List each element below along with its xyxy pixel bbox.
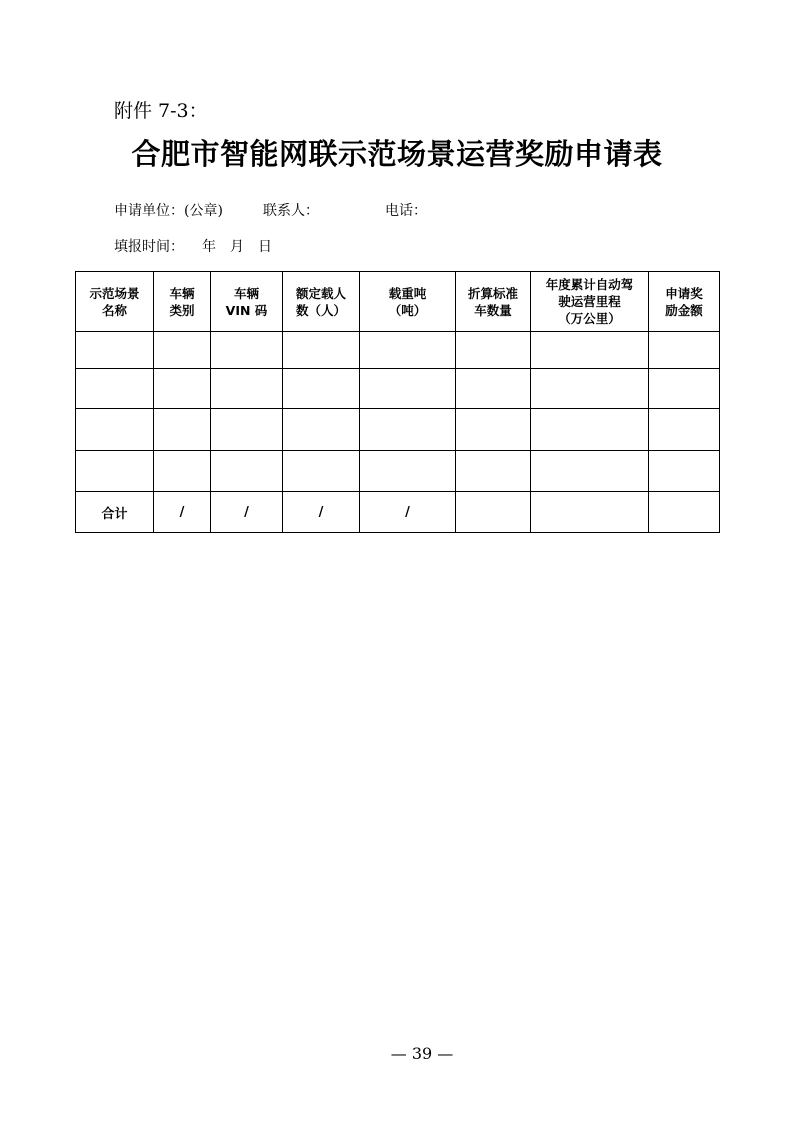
table-cell[interactable] [456, 369, 531, 409]
header-standard-vehicle-count: 折算标准 车数量 [456, 272, 531, 332]
fill-date-value: 年 月 日 [202, 239, 272, 255]
table-cell[interactable] [283, 451, 360, 492]
table-cell[interactable] [531, 369, 649, 409]
total-value-cell[interactable] [649, 492, 720, 533]
table-cell[interactable] [456, 332, 531, 369]
total-na-cell: / [360, 492, 456, 533]
header-rated-passengers: 额定载人 数（人） [283, 272, 360, 332]
total-value-cell[interactable] [456, 492, 531, 533]
application-table [75, 271, 720, 533]
table-cell[interactable] [283, 369, 360, 409]
total-na-cell: / [154, 492, 211, 533]
table-row [76, 332, 720, 369]
attachment-label: 附件 7-3： [114, 100, 208, 122]
table-cell[interactable] [76, 451, 154, 492]
total-na-cell: / [211, 492, 283, 533]
table-cell[interactable] [283, 409, 360, 451]
table-cell[interactable] [360, 369, 456, 409]
table-cell[interactable] [76, 332, 154, 369]
document-title: 合肥市智能网联示范场景运营奖励申请表 [131, 137, 663, 171]
table-cell[interactable] [76, 369, 154, 409]
table-cell[interactable] [154, 332, 211, 369]
table-cell[interactable] [211, 332, 283, 369]
table-header-row [76, 272, 720, 332]
header-vehicle-vin: 车辆 VIN 码 [211, 272, 283, 332]
table-cell[interactable] [360, 332, 456, 369]
table-cell[interactable] [649, 451, 720, 492]
total-na-cell: / [283, 492, 360, 533]
table-cell[interactable] [649, 409, 720, 451]
table-cell[interactable] [283, 332, 360, 369]
table-cell[interactable] [360, 451, 456, 492]
table-cell[interactable] [456, 451, 531, 492]
contact-person-label: 联系人： [263, 203, 319, 219]
table-row [76, 369, 720, 409]
page-number: — 39 — [390, 1044, 454, 1063]
table-cell[interactable] [154, 451, 211, 492]
table-cell[interactable] [531, 332, 649, 369]
table-cell[interactable] [154, 409, 211, 451]
total-value-cell[interactable] [531, 492, 649, 533]
table-cell[interactable] [211, 409, 283, 451]
table-cell[interactable] [360, 409, 456, 451]
table-cell[interactable] [211, 451, 283, 492]
fill-date-label: 填报时间： [114, 239, 184, 255]
header-vehicle-type: 车辆 类别 [154, 272, 211, 332]
table-cell[interactable] [649, 369, 720, 409]
table-cell[interactable] [531, 409, 649, 451]
table-cell[interactable] [154, 369, 211, 409]
table-row [76, 451, 720, 492]
phone-label: 电话： [385, 203, 427, 219]
applicant-unit-label: 申请单位：(公章) [114, 203, 223, 219]
header-load-tonnage: 载重吨 （吨） [360, 272, 456, 332]
table-cell[interactable] [456, 409, 531, 451]
table-row [76, 409, 720, 451]
table-cell[interactable] [531, 451, 649, 492]
table-cell[interactable] [76, 409, 154, 451]
table-cell[interactable] [211, 369, 283, 409]
header-reward-amount: 申请奖 励金额 [649, 272, 720, 332]
header-scene-name: 示范场景 名称 [76, 272, 154, 332]
table-cell[interactable] [649, 332, 720, 369]
header-annual-mileage: 年度累计自动驾 驶运营里程 （万公里） [531, 272, 649, 332]
total-label-cell: 合计 [76, 492, 154, 533]
table-total-row [76, 492, 720, 533]
